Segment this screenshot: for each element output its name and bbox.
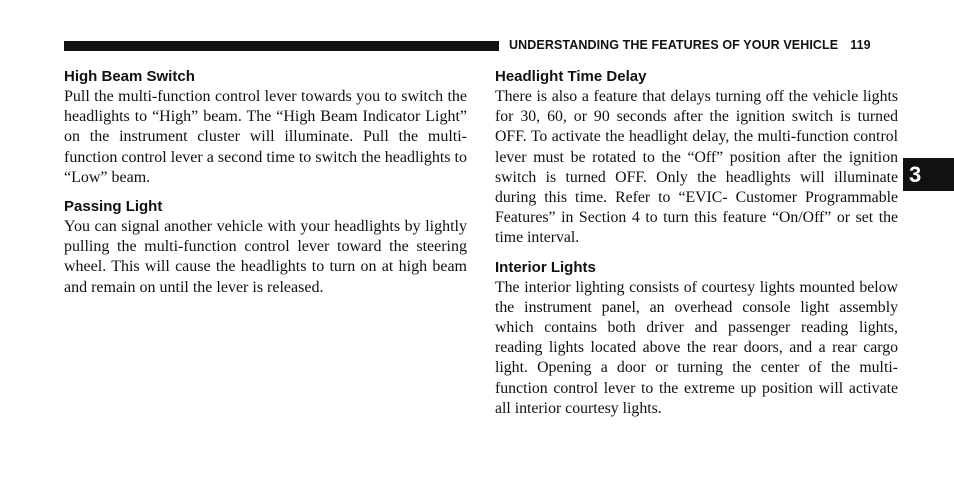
section-heading: Headlight Time Delay xyxy=(495,68,647,85)
right-column xyxy=(495,67,898,428)
section-body: You can signal another vehicle with your headlights by lightly pulling the multi-function control lever toward the steering wheel. This will cause the headlights to turn on at high beam and remain on until the lever is released. xyxy=(64,218,467,296)
section-body: Pull the multi-function control lever towards you to switch the headlights to “High” beam. The “High Beam Indicator Light” on the instrument cluster will illuminate. Pull the multi-function control lever a second time to switch the headlights to “Low” beam. xyxy=(64,88,467,186)
section-heading: High Beam Switch xyxy=(64,68,195,85)
page-number: 119 xyxy=(850,38,871,52)
header-title: UNDERSTANDING THE FEATURES OF YOUR VEHICLE xyxy=(509,38,839,52)
section-high-beam-switch xyxy=(64,67,467,188)
section-body: There is also a feature that delays turning off the vehicle lights for 30, 60, or 90 seconds after the ignition switch is turned OFF. To activate the headlight delay, the multi-function control lever must be rotated to the “Off” position after the ignition switch is turned OFF. Only the headlights will illuminate during this time. Refer to “EVIC- Customer Programmable Features” in Section 4 to turn this feature “On/Off” or set the time interval. xyxy=(495,88,898,247)
section-interior-lights xyxy=(495,258,898,419)
section-passing-light xyxy=(64,197,467,298)
running-header xyxy=(509,38,899,52)
chapter-tab: 3 xyxy=(903,158,954,191)
section-heading: Passing Light xyxy=(64,198,163,216)
header-rule xyxy=(64,41,499,51)
section-heading: Interior Lights xyxy=(495,258,596,276)
section-body: The interior lighting consists of courtesy lights mounted below the instrument panel, an overhead console light assembly which contains both driver and passenger reading lights, reading lights located above the rear doors, and a rear cargo light. Opening a door or turning the center of the multi-function control lever to the extreme up position will activate all interior courtesy lights. xyxy=(495,278,898,417)
left-column xyxy=(64,67,467,307)
section-headlight-time-delay xyxy=(495,67,898,249)
